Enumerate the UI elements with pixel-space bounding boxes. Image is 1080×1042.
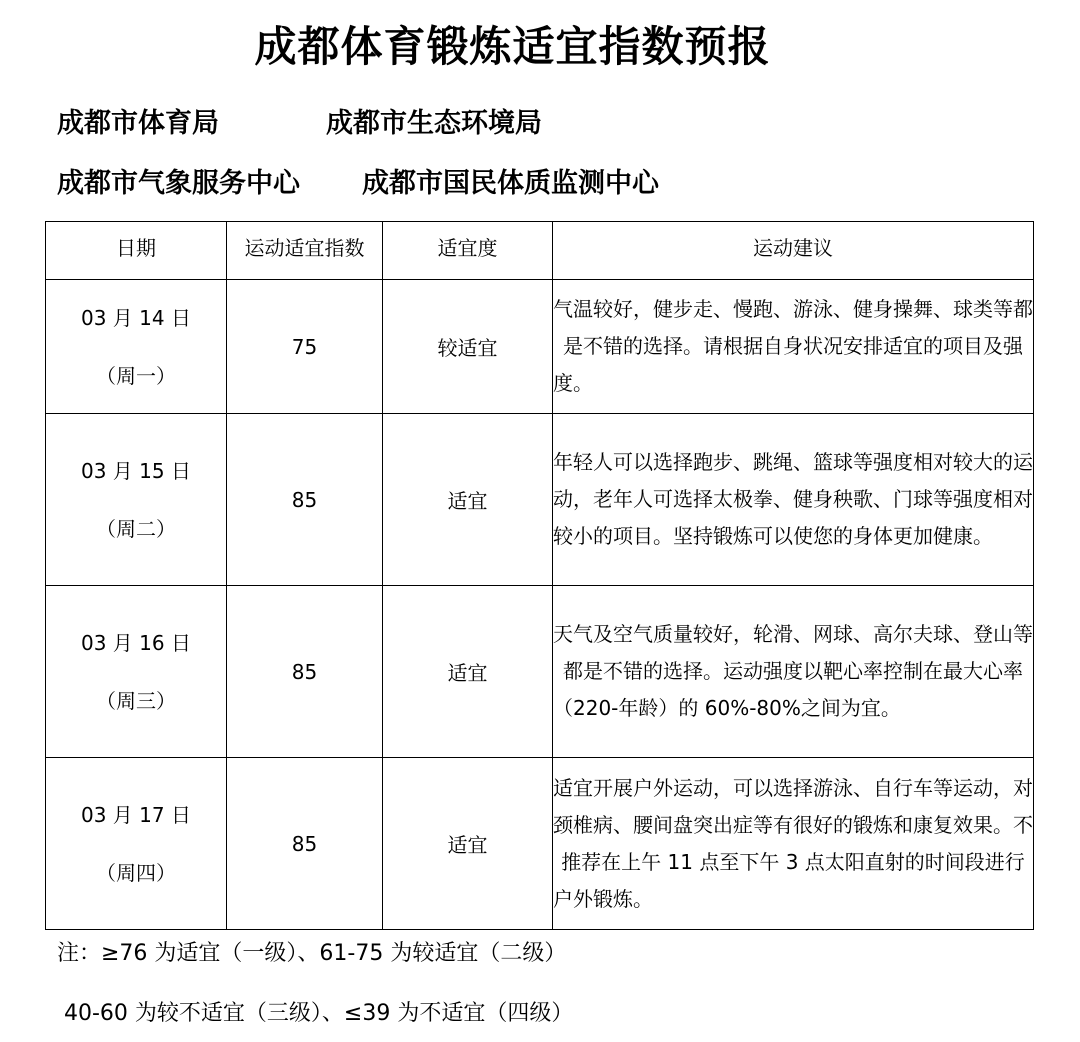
note-line-1: 注：≥76 为适宜（一级）、61-75 为较适宜（二级） (57, 941, 567, 966)
date-text: 03 月 17 日 (81, 802, 191, 827)
level-cell: 较适宜 (383, 280, 553, 414)
org-ecology-bureau: 成都市生态环境局 (326, 108, 542, 139)
header-date: 日期 (46, 222, 227, 280)
weekday-text: （周一） (96, 363, 176, 388)
level-cell: 适宜 (383, 414, 553, 586)
weekday-text: （周三） (96, 688, 176, 713)
header-index: 运动适宜指数 (227, 222, 383, 280)
table-row (46, 280, 1034, 414)
date-cell (46, 586, 227, 758)
note-line-2: 40-60 为较不适宜（三级）、≤39 为不适宜（四级） (64, 1001, 574, 1026)
org-sports-bureau: 成都市体育局 (57, 108, 219, 139)
date-cell (46, 280, 227, 414)
page-title: 成都体育锻炼适宜指数预报 (254, 22, 771, 71)
table-row (46, 586, 1034, 758)
weekday-text: （周二） (96, 516, 176, 541)
date-text: 03 月 15 日 (81, 458, 191, 483)
org-weather-center: 成都市气象服务中心 (57, 168, 300, 199)
advice-cell: 年轻人可以选择跑步、跳绳、篮球等强度相对较大的运动，老年人可选择太极拳、健身秧歌、门球等强度相对较小的项目。坚持锻炼可以使您的身体更加健康。 (553, 414, 1034, 586)
weekday-text: （周四） (96, 860, 176, 885)
date-cell (46, 758, 227, 930)
date-text: 03 月 14 日 (81, 305, 191, 330)
org-fitness-center: 成都市国民体质监测中心 (362, 168, 659, 199)
forecast-table (45, 221, 1034, 930)
header-advice: 运动建议 (553, 222, 1034, 280)
level-cell: 适宜 (383, 586, 553, 758)
index-cell: 85 (227, 758, 383, 930)
date-text: 03 月 16 日 (81, 630, 191, 655)
table-header-row (46, 222, 1034, 280)
table-row (46, 758, 1034, 930)
index-cell: 75 (227, 280, 383, 414)
level-cell: 适宜 (383, 758, 553, 930)
advice-cell: 气温较好，健步走、慢跑、游泳、健身操舞、球类等都是不错的选择。请根据自身状况安排适宜的项目及强度。 (553, 280, 1034, 414)
header-level: 适宜度 (383, 222, 553, 280)
index-cell: 85 (227, 586, 383, 758)
advice-cell: 适宜开展户外运动，可以选择游泳、自行车等运动，对颈椎病、腰间盘突出症等有很好的锻炼和康复效果。不推荐在上午 11 点至下午 3 点太阳直射的时间段进行户外锻炼。 (553, 758, 1034, 930)
table-row (46, 414, 1034, 586)
advice-cell: 天气及空气质量较好，轮滑、网球、高尔夫球、登山等都是不错的选择。运动强度以靶心率控制在最大心率（220-年龄）的 60%-80%之间为宜。 (553, 586, 1034, 758)
index-cell: 85 (227, 414, 383, 586)
date-cell (46, 414, 227, 586)
